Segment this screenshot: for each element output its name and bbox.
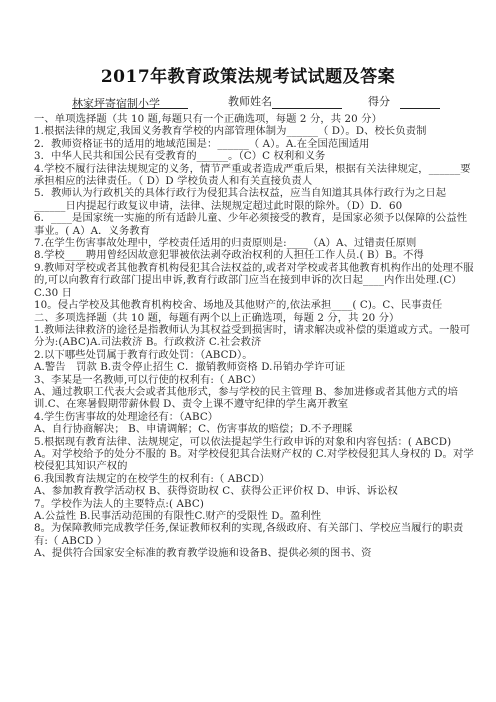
- teacher-name-label: 教师姓名: [228, 95, 272, 108]
- question-text: 5．教师认为行政机关的具体行政行为侵犯其合法权益，应当自知道其具体行政行为之日起______日内提起行政复议申请，法律、法规规定超过此时限的除外。（D）D．60: [34, 187, 447, 212]
- answer-options: A.公益性 B.民事活动范围的有限性C.财产的受限性 D。盈利性: [34, 510, 322, 522]
- question-text: 6.我国教育法规定的在校学生的权利有:（ ABCD）: [34, 472, 270, 485]
- question-text: 8.学校____聘用曾经因故意犯罪被依法剥夺政治权利的人担任工作人员.( B）B。不得: [34, 249, 424, 262]
- question-text: 8。为保障教师完成教学任务,保证教师权利的实现,各级政府、有关部门、学校应当履行的职责有:（ ABCD ）: [34, 522, 464, 547]
- answer-options: A、提供符合国家安全标准的教育教学设施和设备B、提供必须的图书、资: [34, 547, 372, 560]
- question-text: 2．教师资格证书的适用的地域范围是：______（ A）。A.在全国范围适用: [34, 137, 370, 150]
- question-text: 2.以下哪些处罚属于教育行政处罚：（ABCD）。: [34, 348, 253, 361]
- question-text: 4.学生伤害事故的处理途径有：（ABC）: [34, 410, 219, 423]
- question-text: 3、李某是一名教师,可以行使的权利有:（ ABC）: [34, 373, 262, 386]
- header-meta: [72, 93, 472, 109]
- answer-options: A.警告 罚款 B.责令停止招生 C．撤销教师资格 D.吊销办学许可证: [34, 361, 346, 374]
- section-heading-multi-choice: 二、多项选择题（共 10 题，每题有两个以上正确选项，每题 2 分，共 20 分）: [34, 311, 400, 324]
- question-text: 7。学校作为法人的主要特点:( ABC): [34, 497, 204, 510]
- answer-options: A。对学校给予的处分不服的 B。对学校侵犯其合法财产权的 C.对学校侵犯其人身权的 D。对学校侵犯其知识产权的: [34, 447, 474, 473]
- score-label: 得分: [368, 95, 390, 108]
- question-text: 4.学校不履行法律法规规定的义务，情节严重或者造成严重后果，根据有关法律规定，______要承担相应的法律责任。（ D）D 学校负责人和有关直接负责人: [34, 162, 471, 188]
- teacher-name-blank: [272, 95, 342, 109]
- section-heading-single-choice: 一、单项选择题（共 10 题,每题只有一个正确选项，每题 2 分，共 20 分）: [34, 113, 382, 125]
- question-text: 1.教师法律救济的途径是指教师认为其权益受到损害时，请求解决或补偿的渠道或方式。一般可分为:(ABC)A.司法救济 B。行政救济 C.社会救济: [34, 323, 471, 349]
- school-name-field: 林家坪寄宿制小学: [72, 95, 188, 109]
- score-blank: [400, 95, 440, 109]
- question-text: 5.根据现有教育法律、法规规定，可以依法提起学生行政申诉的对象和内容包括：( ABCD): [34, 435, 452, 448]
- question-text: 7.在学生伤害事故处理中，学校责任适用的归责原则是:____（A）A、过错责任原则: [34, 237, 417, 250]
- document-title: 2017年教育政策法规考试试题及答案: [100, 67, 396, 87]
- answer-options: A、通过教职工代表大会或者其他形式，参与学校的民主管理 B、参加进修或者其他方式的培训.C、在寒暑假期带薪休假 D、责令上课不遵守纪律的学生离开教室: [34, 385, 459, 411]
- answer-options: A、参加教育教学活动权 B、获得资助权 C、获得公正评价权 D、申诉、诉讼权: [34, 485, 398, 498]
- answer-options: A、自行协商解决； B、申请调解；C、伤害事故的赔偿；D.不予理睬: [34, 423, 353, 436]
- question-text: 3．中华人民共和国公民有受教育的______。（C）C 权利和义务: [34, 150, 326, 163]
- question-text: 6．____是国家统一实施的所有适龄儿童、少年必须接受的教育，是国家必须予以保障的公益性事业。( A）A．义务教育: [34, 212, 468, 237]
- document-body: [34, 113, 474, 560]
- question-text: 9.教师对学校或者其他教育机构侵犯其合法权益的,或者对学校或者其他教育机构作出的处理不服的,可以向教育行政部门提出申诉,教育行政部门应当在接到申诉的次日起____内作出处理.(C） C.30 日: [34, 261, 474, 299]
- question-text: 1.根据法律的规定,我国义务教育学校的内部管理体制为______（ D）。D、校长负责制: [34, 125, 427, 138]
- question-text: 10。侵占学校及其他教育机构校舍、场地及其他财产的,依法承担____( C)。C、民事责任: [34, 299, 443, 312]
